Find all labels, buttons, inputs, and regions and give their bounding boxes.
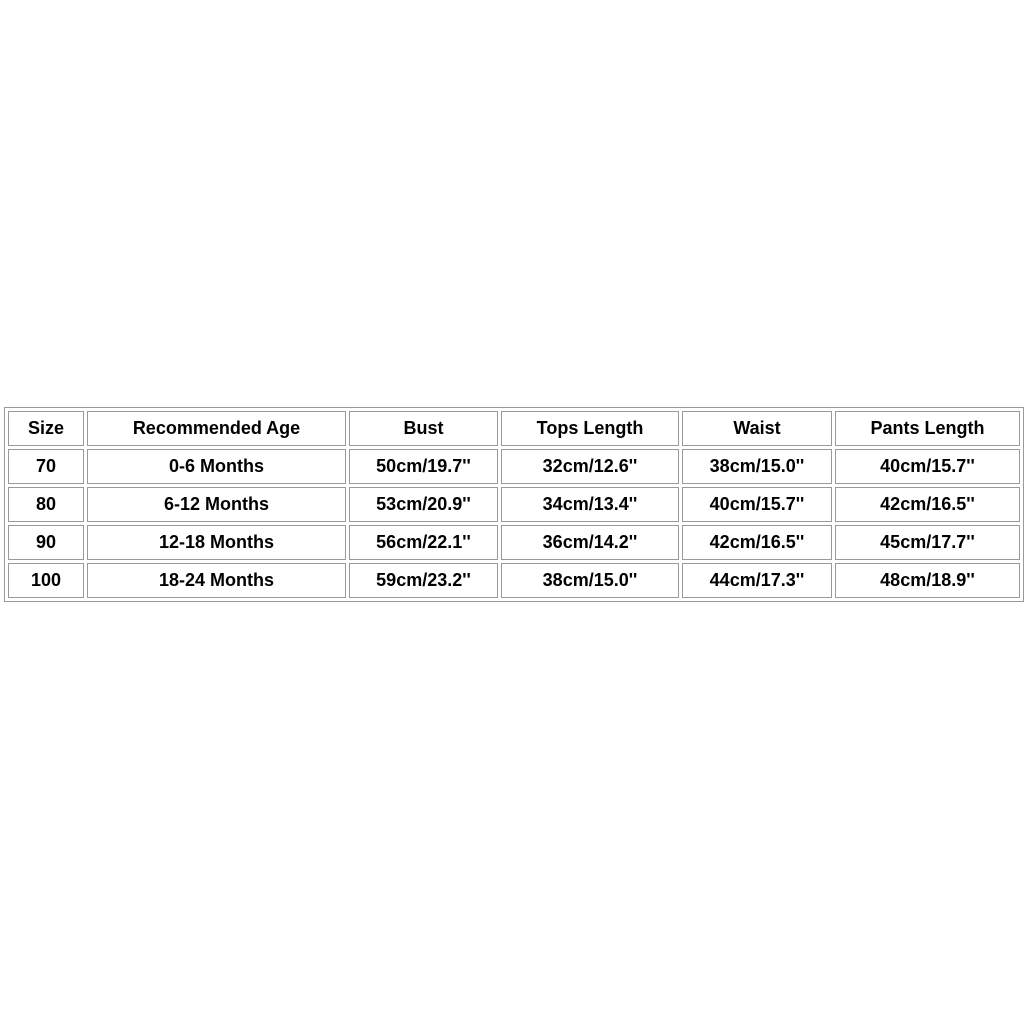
cell-tops-length: 36cm/14.2'' bbox=[501, 525, 679, 560]
cell-waist: 38cm/15.0'' bbox=[682, 449, 832, 484]
cell-bust: 56cm/22.1'' bbox=[349, 525, 498, 560]
cell-size: 70 bbox=[8, 449, 84, 484]
header-recommended-age: Recommended Age bbox=[87, 411, 346, 446]
cell-tops-length: 34cm/13.4'' bbox=[501, 487, 679, 522]
cell-waist: 42cm/16.5'' bbox=[682, 525, 832, 560]
cell-recommended-age: 0-6 Months bbox=[87, 449, 346, 484]
cell-pants-length: 45cm/17.7'' bbox=[835, 525, 1020, 560]
cell-size: 90 bbox=[8, 525, 84, 560]
cell-pants-length: 42cm/16.5'' bbox=[835, 487, 1020, 522]
cell-tops-length: 38cm/15.0'' bbox=[501, 563, 679, 598]
header-bust: Bust bbox=[349, 411, 498, 446]
cell-recommended-age: 18-24 Months bbox=[87, 563, 346, 598]
header-tops-length: Tops Length bbox=[501, 411, 679, 446]
cell-bust: 53cm/20.9'' bbox=[349, 487, 498, 522]
table-row bbox=[8, 563, 1020, 598]
cell-size: 100 bbox=[8, 563, 84, 598]
cell-recommended-age: 12-18 Months bbox=[87, 525, 346, 560]
cell-waist: 44cm/17.3'' bbox=[682, 563, 832, 598]
header-size: Size bbox=[8, 411, 84, 446]
table-header-row bbox=[8, 411, 1020, 446]
cell-pants-length: 40cm/15.7'' bbox=[835, 449, 1020, 484]
cell-pants-length: 48cm/18.9'' bbox=[835, 563, 1020, 598]
table-row bbox=[8, 487, 1020, 522]
header-pants-length: Pants Length bbox=[835, 411, 1020, 446]
header-waist: Waist bbox=[682, 411, 832, 446]
cell-recommended-age: 6-12 Months bbox=[87, 487, 346, 522]
cell-waist: 40cm/15.7'' bbox=[682, 487, 832, 522]
cell-bust: 59cm/23.2'' bbox=[349, 563, 498, 598]
cell-bust: 50cm/19.7'' bbox=[349, 449, 498, 484]
size-chart-table bbox=[4, 407, 1024, 602]
table-row bbox=[8, 449, 1020, 484]
cell-size: 80 bbox=[8, 487, 84, 522]
table-row bbox=[8, 525, 1020, 560]
cell-tops-length: 32cm/12.6'' bbox=[501, 449, 679, 484]
